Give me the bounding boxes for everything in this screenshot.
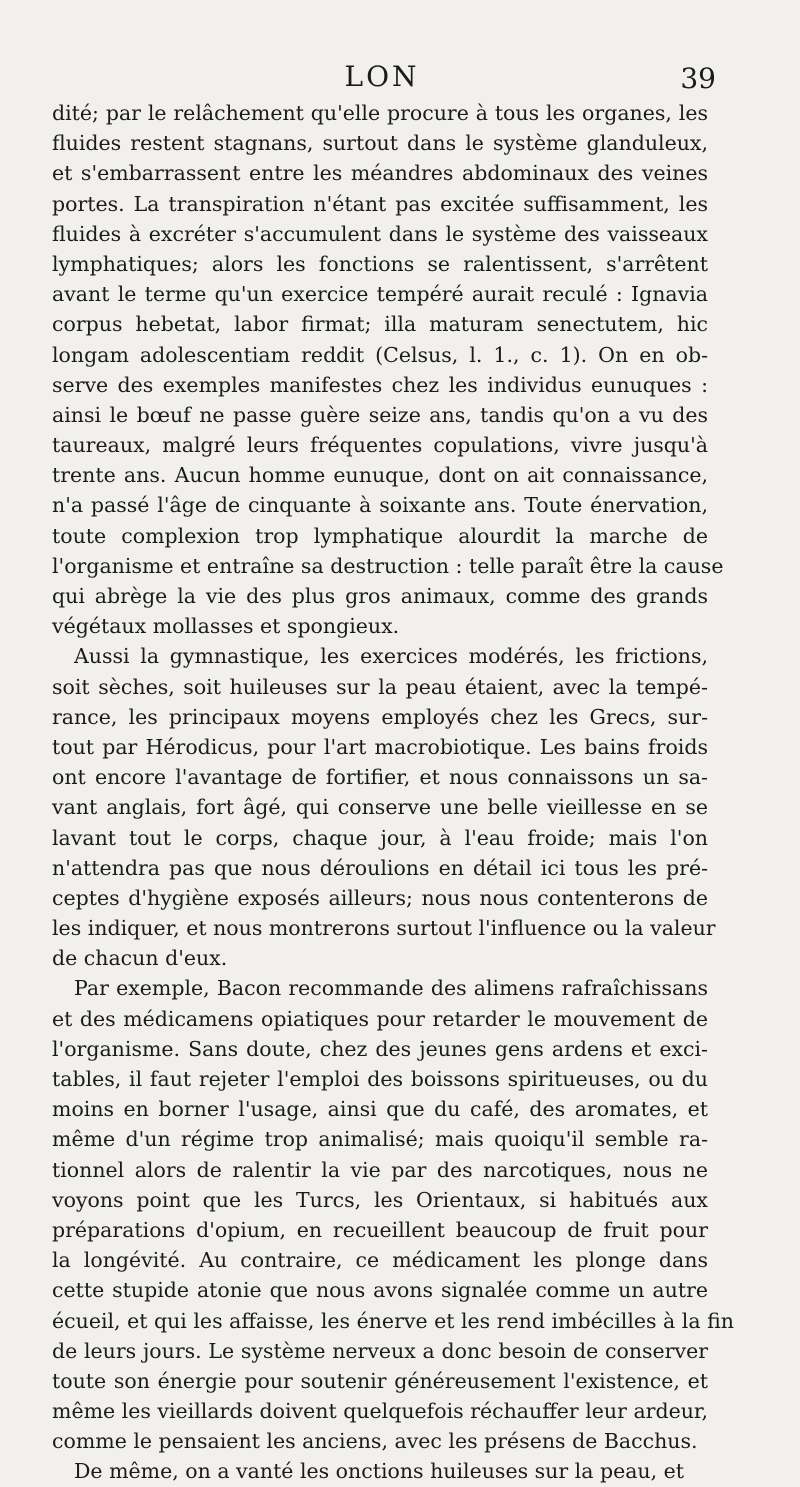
text-line: et s'embarrassent entre les méandres abdominaux des veines xyxy=(52,161,708,186)
text-line: même les vieillards doivent quelquefois réchauffer leur ardeur, xyxy=(52,1399,708,1424)
text-line: lymphatiques; alors les fonctions se ralentissent, s'arrêtent xyxy=(52,251,708,276)
text-line: tout par Hérodicus, pour l'art macrobiotique. Les bains froids xyxy=(52,734,708,759)
text-line: toute son énergie pour soutenir généreusement l'existence, et xyxy=(52,1368,708,1393)
text-line: moins en borner l'usage, ainsi que du café, des aromates, et xyxy=(52,1097,708,1122)
text-line: ceptes d'hygiène exposés ailleurs; nous nous contenterons de xyxy=(52,885,708,910)
page-header xyxy=(52,60,716,100)
text-line: de leurs jours. Le système nerveux a donc besoin de conserver xyxy=(52,1338,708,1363)
text-line: la longévité. Au contraire, ce médicament les plonge dans xyxy=(52,1248,708,1273)
text-line: longam adolescentiam reddit (Celsus, l. 1., c. 1). On en ob- xyxy=(52,342,708,367)
text-line: soit sèches, soit huileuses sur la peau étaient, avec la tempé- xyxy=(52,674,708,699)
text-line: lavant tout le corps, chaque jour, à l'eau froide; mais l'on xyxy=(52,825,708,850)
text-line: cette stupide atonie que nous avons signalée comme un autre xyxy=(52,1278,708,1303)
text-line: même d'un régime trop animalisé; mais quoiqu'il semble ra- xyxy=(52,1127,708,1152)
paragraph xyxy=(52,1456,708,1486)
text-line: végétaux mollasses et spongieux. xyxy=(52,614,400,639)
text-line: De même, on a vanté les onctions huileuses sur la peau, et xyxy=(74,1459,685,1484)
text-line: les indiquer, et nous montrerons surtout l'influence ou la valeur xyxy=(52,916,716,941)
text-line: taureaux, malgré leurs fréquentes copulations, vivre jusqu'à xyxy=(52,433,708,458)
text-line: portes. La transpiration n'étant pas excitée suffisamment, les xyxy=(52,191,708,216)
paragraph xyxy=(52,973,734,1456)
text-line: tables, il faut rejeter l'emploi des boissons spiritueuses, ou du xyxy=(52,1067,708,1091)
paragraph xyxy=(52,98,724,641)
text-line: Par exemple, Bacon recommande des alimens rafraîchissans xyxy=(74,976,708,1001)
text-line: et des médicamens opiatiques pour retarder le mouvement de xyxy=(52,1006,708,1031)
page-number: 39 xyxy=(680,62,716,95)
text-line: n'attendra pas que nous déroulions en détail ici tous les pré- xyxy=(52,855,708,880)
text-line: l'organisme et entraîne sa destruction : telle paraît être la cause xyxy=(52,553,724,578)
text-line: écueil, et qui les affaisse, les énerve et les rend imbécilles à la fin xyxy=(52,1308,734,1333)
body-text xyxy=(52,98,734,1487)
text-line: l'organisme. Sans doute, chez des jeunes gens ardens et exci- xyxy=(52,1036,708,1061)
text-line: voyons point que les Turcs, les Orientaux, si habitués aux xyxy=(52,1187,708,1212)
text-line: ainsi le bœuf ne passe guère seize ans, tandis qu'on a vu des xyxy=(52,402,708,427)
text-line: serve des exemples manifestes chez les individus eunuques : xyxy=(52,372,708,397)
text-line: préparations d'opium, en recueillent beaucoup de fruit pour xyxy=(52,1217,708,1242)
text-line: ont encore l'avantage de fortifier, et nous connaissons un sa- xyxy=(52,765,708,790)
text-line: Aussi la gymnastique, les exercices modérés, les frictions, xyxy=(74,644,708,669)
text-line: avant le terme qu'un exercice tempéré aurait reculé : Ignavia xyxy=(52,282,708,307)
text-line: dité; par le relâchement qu'elle procure à tous les organes, les xyxy=(52,101,708,125)
text-line: comme le pensaient les anciens, avec les présens de Bacchus. xyxy=(52,1429,698,1454)
running-head: LON xyxy=(344,60,420,93)
text-line: fluides à excréter s'accumulent dans le système des vaisseaux xyxy=(52,221,708,246)
text-line: vant anglais, fort âgé, qui conserve une belle vieillesse en se xyxy=(52,795,708,820)
text-line: trente ans. Aucun homme eunuque, dont on ait connaissance, xyxy=(52,463,708,488)
text-line: rance, les principaux moyens employés chez les Grecs, sur- xyxy=(52,704,708,729)
text-line: tionnel alors de ralentir la vie par des narcotiques, nous ne xyxy=(52,1157,708,1182)
text-line: qui abrège la vie des plus gros animaux, comme des grands xyxy=(52,584,708,608)
text-line: de chacun d'eux. xyxy=(52,946,228,971)
text-line: toute complexion trop lymphatique alourdit la marche de xyxy=(52,523,708,548)
text-line: n'a passé l'âge de cinquante à soixante ans. Toute énervation, xyxy=(52,493,708,518)
text-line: corpus hebetat, labor firmat; illa maturam senectutem, hic xyxy=(52,312,708,337)
paragraph xyxy=(52,641,716,973)
text-line: fluides restent stagnans, surtout dans le système glanduleux, xyxy=(52,131,708,156)
